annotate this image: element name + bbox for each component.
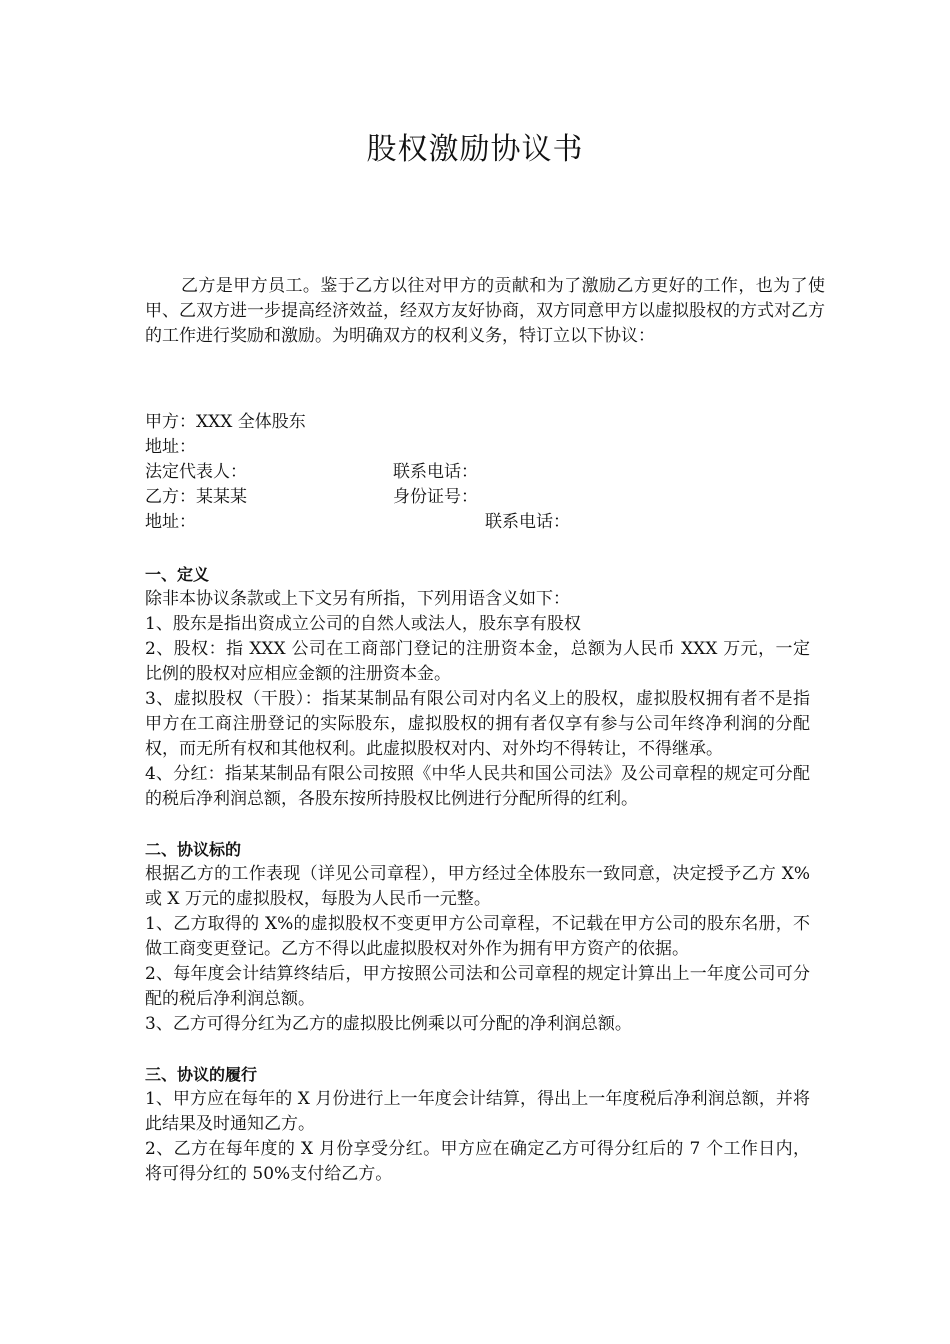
- party-a-address-row: [145, 435, 825, 460]
- legal-rep-row: [145, 460, 825, 485]
- party-a-row: [145, 410, 825, 435]
- party-a-label: 甲方：XXX 全体股东: [145, 412, 306, 432]
- section-paragraph: 1、乙方取得的 X%的虚拟股权不变更甲方公司章程，不记载在甲方公司的股东名册，不做工商变更登记。乙方不得以此虚拟股权对外作为拥有甲方资产的依据。: [145, 914, 810, 959]
- section-heading: 三、协议的履行: [145, 1065, 258, 1084]
- party-b-phone-label: 联系电话：: [485, 512, 570, 532]
- section-heading: 二、协议标的: [145, 840, 242, 859]
- agreement-sections: [145, 562, 810, 1212]
- section-paragraph: 1、甲方应在每年的 X 月份进行上一年度会计结算，得出上一年度税后净利润总额，并将此结果及时通知乙方。: [145, 1089, 810, 1134]
- party-info-block: [145, 410, 825, 535]
- section-paragraph: 4、分红：指某某制品有限公司按照《中华人民共和国公司法》及公司章程的规定可分配的税后净利润总额，各股东按所持股权比例进行分配所得的红利。: [145, 764, 810, 809]
- section-paragraph: 3、虚拟股权（干股）：指某某制品有限公司对内名义上的股权，虚拟股权拥有者不是指甲方在工商注册登记的实际股东，虚拟股权的拥有者仅享有参与公司年终净利润的分配权，而无所有权和其他权利。此虚拟股权对内、对外均不得转让，不得继承。: [145, 689, 810, 759]
- party-a-phone-label: 联系电话：: [393, 462, 478, 482]
- section-paragraph: 2、每年度会计结算终结后，甲方按照公司法和公司章程的规定计算出上一年度公司可分配的税后净利润总额。: [145, 964, 810, 1009]
- id-number-label: 身份证号：: [393, 487, 478, 507]
- section-paragraph: 除非本协议条款或上下文另有所指，下列用语含义如下：: [145, 589, 570, 609]
- party-b-label: 乙方：某某某: [145, 487, 247, 507]
- document-title: 股权激励协议书: [366, 132, 584, 167]
- party-b-row: [145, 485, 825, 510]
- section-paragraph: 2、乙方在每年度的 X 月份享受分红。甲方应在确定乙方可得分红后的 7 个工作日内，将可得分红的 50%支付给乙方。: [145, 1139, 810, 1184]
- section-paragraph: 根据乙方的工作表现（详见公司章程），甲方经过全体股东一致同意，决定授予乙方 X%或 X 万元的虚拟股权，每股为人民币一元整。: [145, 864, 810, 909]
- section-paragraph: 3、乙方可得分红为乙方的虚拟股比例乘以可分配的净利润总额。: [145, 1014, 632, 1034]
- party-b-address-label: 地址：: [145, 512, 196, 532]
- section-performance: [145, 1062, 810, 1187]
- legal-rep-label: 法定代表人：: [145, 462, 247, 482]
- section-subject: [145, 837, 810, 1037]
- section-paragraph: 1、股东是指出资成立公司的自然人或法人，股东享有股权: [145, 614, 581, 634]
- section-heading: 一、定义: [145, 565, 210, 584]
- section-paragraph: 2、股权：指 XXX 公司在工商部门登记的注册资本金，总额为人民币 XXX 万元，一定比例的股权对应相应金额的注册资本金。: [145, 639, 810, 684]
- intro-paragraph: 乙方是甲方员工。鉴于乙方以往对甲方的贡献和为了激励乙方更好的工作，也为了使甲、乙双方进一步提高经济效益，经双方友好协商，双方同意甲方以虚拟股权的方式对乙方的工作进行奖励和激励。为明确双方的权利义务，特订立以下协议：: [145, 276, 825, 346]
- section-definitions: [145, 562, 810, 812]
- party-a-address-label: 地址：: [145, 437, 196, 457]
- party-b-address-row: [145, 510, 825, 535]
